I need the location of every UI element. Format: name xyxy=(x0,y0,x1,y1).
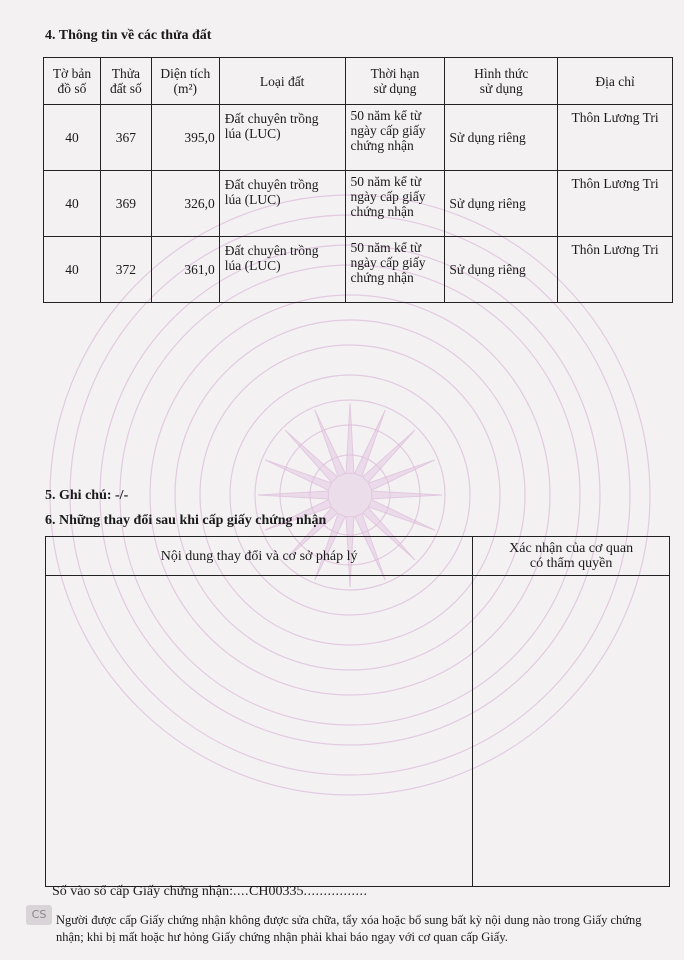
section-4-heading: 4. Thông tin về các thửa đất xyxy=(45,28,212,43)
cell-map-sheet: 40 xyxy=(44,105,101,171)
cell-term: 50 năm kể từ ngày cấp giấy chứng nhận xyxy=(345,171,445,237)
table-row xyxy=(44,105,673,171)
header-map-sheet: Tờ bản đồ số xyxy=(44,58,101,105)
changes-empty-row xyxy=(46,576,670,887)
header-parcel-number: Thửa đất số xyxy=(100,58,151,105)
changes-table xyxy=(45,536,670,887)
corner-scanner-mark: CS xyxy=(26,905,52,925)
cell-land-type: Đất chuyên trồng lúa (LUC) xyxy=(219,171,345,237)
cell-use-form: Sử dụng riêng xyxy=(445,171,558,237)
cell-term: 50 năm kể từ ngày cấp giấy chứng nhận xyxy=(345,237,445,303)
header-land-type: Loại đất xyxy=(219,58,345,105)
change-content-cell xyxy=(46,576,473,887)
cell-parcel-number: 372 xyxy=(100,237,151,303)
table-row xyxy=(44,171,673,237)
changes-header-row xyxy=(46,537,670,576)
registry-label: Số vào sổ cấp Giấy chứng nhận: xyxy=(52,884,233,899)
header-authority-confirmation: Xác nhận của cơ quan có thẩm quyền xyxy=(473,537,670,576)
registry-number-line xyxy=(52,884,367,900)
table-header-row xyxy=(44,58,673,105)
cell-land-type: Đất chuyên trồng lúa (LUC) xyxy=(219,105,345,171)
authority-confirmation-cell xyxy=(473,576,670,887)
table-row xyxy=(44,237,673,303)
header-address: Địa chỉ xyxy=(558,58,673,105)
cell-term: 50 năm kể từ ngày cấp giấy chứng nhận xyxy=(345,105,445,171)
cell-parcel-number: 367 xyxy=(100,105,151,171)
header-change-content: Nội dung thay đổi và cơ sở pháp lý xyxy=(46,537,473,576)
cell-area: 395,0 xyxy=(151,105,219,171)
cell-address: Thôn Lương Tri xyxy=(558,237,673,303)
cell-use-form: Sử dụng riêng xyxy=(445,105,558,171)
cell-map-sheet: 40 xyxy=(44,237,101,303)
cell-land-type: Đất chuyên trồng lúa (LUC) xyxy=(219,237,345,303)
header-area: Diện tích (m²) xyxy=(151,58,219,105)
legal-footnote: Người được cấp Giấy chứng nhận không được sửa chữa, tẩy xóa hoặc bổ sung bất kỳ nội dung nào trong Giấy chứng nhận; khi bị mất hoặc hư hỏng Giấy chứng nhận phải khai báo ngay với cơ quan cấp Giấy. xyxy=(56,913,642,944)
cell-area: 361,0 xyxy=(151,237,219,303)
section-6-heading: 6. Những thay đổi sau khi cấp giấy chứng nhận xyxy=(45,513,327,528)
header-term: Thời hạn sử dụng xyxy=(345,58,445,105)
section-5-heading: 5. Ghi chú: -/- xyxy=(45,488,129,503)
cell-use-form: Sử dụng riêng xyxy=(445,237,558,303)
cell-address: Thôn Lương Tri xyxy=(558,171,673,237)
header-use-form: Hình thức sử dụng xyxy=(445,58,558,105)
cell-parcel-number: 369 xyxy=(100,171,151,237)
parcel-info-table xyxy=(43,57,673,303)
registry-dots-before: .... xyxy=(233,884,249,899)
registry-dots-after: ................ xyxy=(303,884,368,899)
cell-address: Thôn Lương Tri xyxy=(558,105,673,171)
registry-number: CH00335 xyxy=(249,884,304,899)
cell-area: 326,0 xyxy=(151,171,219,237)
cell-map-sheet: 40 xyxy=(44,171,101,237)
